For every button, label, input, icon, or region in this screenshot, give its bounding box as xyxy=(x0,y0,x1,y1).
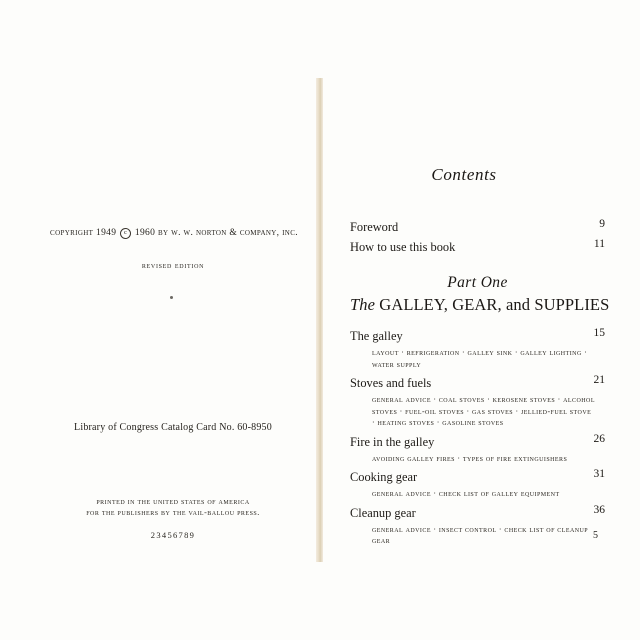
toc-entry-label: Fire in the galley xyxy=(350,434,435,449)
page-folio-number: 5 xyxy=(593,530,598,541)
edition-statement: revised edition xyxy=(141,260,205,270)
toc-entry-stoves-and-fuels[interactable] xyxy=(350,374,605,429)
printing-imprint xyxy=(34,496,312,518)
part-title-the: The xyxy=(350,295,376,314)
toc-entry-page: 9 xyxy=(599,218,605,230)
printing-number-line: 23456789 xyxy=(150,530,196,540)
toc-entry-page: 15 xyxy=(593,327,605,339)
toc-entry-cooking-gear[interactable] xyxy=(350,468,605,500)
toc-entry-label: Cooking gear xyxy=(350,470,418,484)
loc-catalog-line: Library of Congress Catalog Card No. 60-8950 xyxy=(74,422,272,433)
toc-entry-page: 11 xyxy=(593,238,605,250)
toc-entry-subitems: general advice · check list of galley equipment xyxy=(372,489,560,498)
part-title xyxy=(350,295,610,315)
toc-entry-label: Foreword xyxy=(350,220,399,234)
toc-entry-page: 21 xyxy=(593,374,605,386)
copyright-prefix: copyright 1949 xyxy=(50,228,117,238)
toc-entry-label: Cleanup gear xyxy=(350,505,416,520)
toc-entry-page: 31 xyxy=(593,468,605,480)
toc-entry-subitems: avoiding galley fires · types of fire extinguishers xyxy=(372,453,568,463)
toc-entry-label: The galley xyxy=(350,329,403,343)
toc-entry-page: 26 xyxy=(593,432,605,445)
part-label: Part One xyxy=(447,274,508,291)
copyright-page xyxy=(34,60,312,575)
copyright-notice xyxy=(38,228,310,239)
copyright-suffix: 1960 by w. w. norton & company, inc. xyxy=(134,228,298,238)
printers-dot-mark xyxy=(170,296,173,299)
book-gutter xyxy=(316,78,323,562)
toc-entry-label: How to use this book xyxy=(350,240,456,254)
toc-entry-subitems: general advice · insect control · check list of cleanup gear xyxy=(372,524,589,545)
table-of-contents xyxy=(350,218,610,551)
contents-page xyxy=(330,60,608,575)
toc-entry-subitems: general advice · coal stoves · kerosene stoves · alcohol stoves · fuel-oil stoves · gas stoves · jellied-fuel stove · heating stoves · gasoline stoves xyxy=(372,395,595,427)
toc-entry-the-galley[interactable] xyxy=(350,327,605,370)
printing-imprint-line-1: printed in the united states of america xyxy=(96,497,250,506)
toc-entry-how-to-use-this-book[interactable] xyxy=(350,238,605,257)
toc-entry-label: Stoves and fuels xyxy=(350,376,432,390)
part-title-rest: GALLEY, GEAR, and SUPPLIES xyxy=(379,295,610,314)
printing-imprint-line-2: for the publishers by the vail-ballou press. xyxy=(86,508,260,517)
toc-entry-fire-in-the-galley[interactable] xyxy=(350,433,605,465)
toc-entry-cleanup-gear[interactable] xyxy=(350,504,605,547)
part-one-heading xyxy=(350,274,610,315)
toc-entry-subitems: layout · refrigeration · galley sink · galley lighting · water supply xyxy=(372,348,588,369)
toc-entry-foreword[interactable] xyxy=(350,218,605,237)
page-title: Contents xyxy=(431,165,497,184)
copyright-symbol-icon: c xyxy=(120,228,131,239)
toc-entry-page: 36 xyxy=(593,503,605,516)
